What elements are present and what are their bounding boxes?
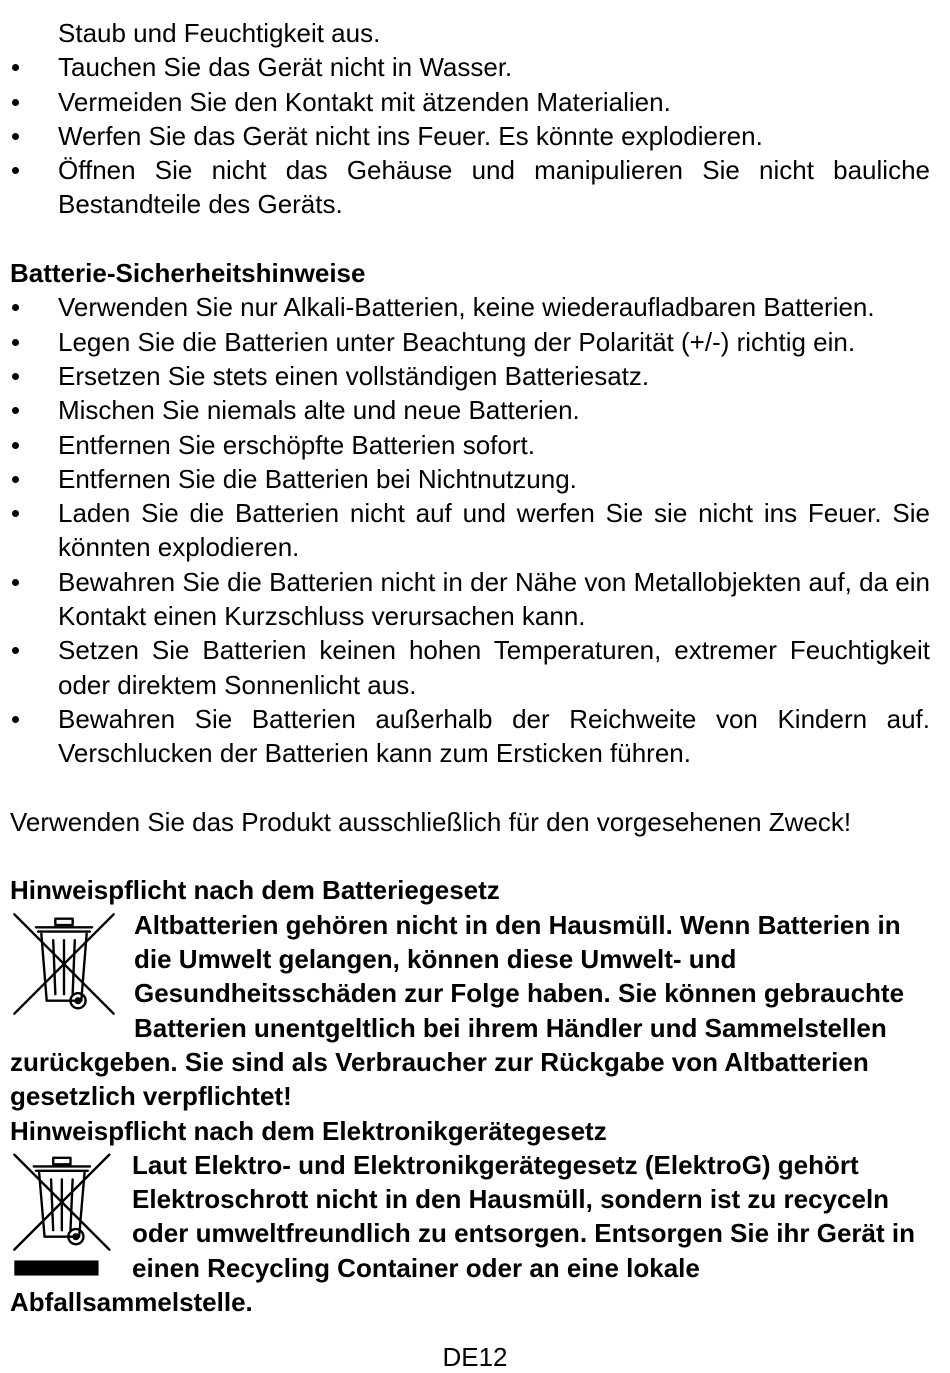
purpose-note: Verwenden Sie das Produkt ausschließlich für den vorgesehenen Zweck! [10,806,852,837]
list-item: Bewahren Sie Batterien außerhalb der Reichweite von Kindern auf. Verschlucken der Batterien kann zum Ersticken führen. [58,703,930,769]
list-item: Vermeiden Sie den Kontakt mit ätzenden Materialien. [58,86,671,117]
list-item: Ersetzen Sie stets einen vollständigen Batteriesatz. [58,360,650,391]
list-item: Öffnen Sie nicht das Gehäuse und manipulieren Sie nicht bauliche Bestandteile des Geräts. [58,155,930,220]
intro-list [10,50,930,221]
electronics-law-text: Laut Elektro- und Elektronikgerätegesetz (ElektroG) gehört Elektroschrott nicht in den Hausmüll, sondern ist zu recyceln oder umweltfreundlich zu entsorgen. Entsorgen Sie ihr Gerät in einen Recycling Container oder an eine lokale Abfallsammelstelle. [10,1149,915,1317]
battery-law-section [10,908,930,1114]
battery-safety-heading: Batterie-Sicherheitshinweise [10,258,366,289]
battery-law-heading: Hinweispflicht nach dem Batteriegesetz [10,875,500,906]
list-item: Werfen Sie das Gerät nicht ins Feuer. Es könnte explodieren. [58,120,763,151]
list-item: Entfernen Sie die Batterien bei Nichtnutzung. [58,463,577,494]
crossed-out-bin-icon [10,910,118,1018]
list-item: Mischen Sie niemals alte und neue Batterien. [58,395,580,426]
list-item: Setzen Sie Batterien keinen hohen Temperaturen, extremer Feuchtigkeit oder direktem Sonnenlicht aus. [58,635,930,700]
manual-page [10,16,930,1319]
battery-law-text: Altbatterien gehören nicht in den Hausmüll. Wenn Batterien in die Umwelt gelangen, können diese Umwelt- und Gesundheitsschäden zur Folge haben. Sie können gebrauchte Batterien unentgeltlich bei ihrem Händler und Sammelstellen zurückgeben. Sie sind als Verbraucher zur Rückgabe von Altbatterien gesetzlich verpflichtet! [10,909,905,1112]
list-item: Tauchen Sie das Gerät nicht in Wasser. [58,52,513,83]
crossed-out-bin-with-bar-icon [10,1150,118,1278]
list-item: Verwenden Sie nur Alkali-Batterien, keine wiederaufladbaren Batterien. [58,292,875,323]
page-number: DE12 [442,1342,508,1372]
continued-text: Staub und Feuchtigkeit aus. [58,18,381,48]
list-item: Bewahren Sie die Batterien nicht in der Nähe von Metallobjekten auf, da ein Kontakt einen Kurzschluss verursachen kann. [58,566,930,632]
electronics-law-section [10,1148,930,1319]
list-item: Entfernen Sie erschöpfte Batterien sofort. [58,429,535,460]
list-item: Legen Sie die Batterien unter Beachtung der Polarität (+/-) richtig ein. [58,326,856,357]
list-item: Laden Sie die Batterien nicht auf und werfen Sie sie nicht ins Feuer. Sie könnten explodieren. [58,498,930,563]
battery-safety-list [10,290,930,770]
electronics-law-heading: Hinweispflicht nach dem Elektronikgerätegesetz [10,1115,607,1146]
